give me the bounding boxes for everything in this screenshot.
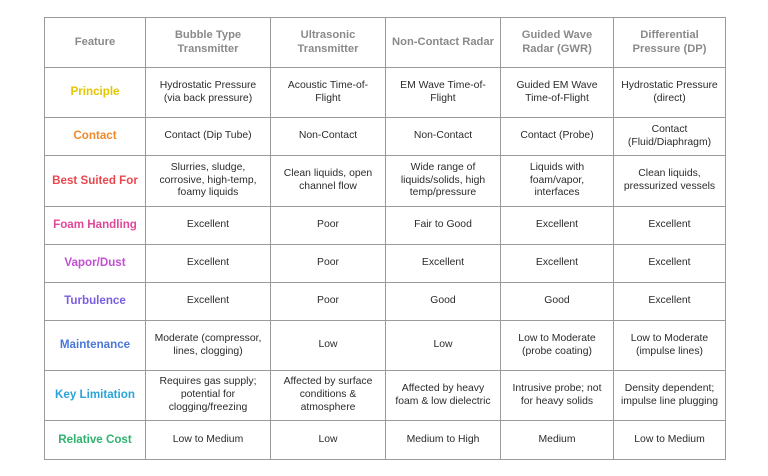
- table-cell: Excellent: [386, 245, 501, 283]
- header-differential-pressure: Differential Pressure (DP): [614, 18, 726, 68]
- table-cell: Excellent: [614, 283, 726, 321]
- table-cell: Acoustic Time-of-Flight: [271, 68, 386, 118]
- table-cell: Density dependent; impulse line plugging: [614, 371, 726, 421]
- table-cell: Low to Medium: [146, 421, 271, 460]
- table-cell: Excellent: [501, 207, 614, 245]
- table-cell: Wide range of liquids/solids, high temp/pressure: [386, 156, 501, 207]
- table-cell: Requires gas supply; potential for clogging/freezing: [146, 371, 271, 421]
- table-cell: EM Wave Time-of-Flight: [386, 68, 501, 118]
- table-cell: Non-Contact: [386, 118, 501, 156]
- header-feature: Feature: [45, 18, 146, 68]
- table-cell: Medium: [501, 421, 614, 460]
- table-cell: Low to Moderate (probe coating): [501, 321, 614, 371]
- table-cell: Low to Medium: [614, 421, 726, 460]
- table-row: [45, 421, 726, 460]
- feature-label: Contact: [45, 118, 146, 156]
- feature-label: Foam Handling: [45, 207, 146, 245]
- table-cell: Excellent: [146, 283, 271, 321]
- table-cell: Poor: [271, 283, 386, 321]
- table-cell: Hydrostatic Pressure (direct): [614, 68, 726, 118]
- table-row: [45, 283, 726, 321]
- table-cell: Contact (Probe): [501, 118, 614, 156]
- table-cell: Non-Contact: [271, 118, 386, 156]
- feature-label: Vapor/Dust: [45, 245, 146, 283]
- table-row: [45, 321, 726, 371]
- table-cell: Affected by heavy foam & low dielectric: [386, 371, 501, 421]
- table-cell: Contact (Fluid/Diaphragm): [614, 118, 726, 156]
- table-cell: Excellent: [614, 245, 726, 283]
- feature-label: Turbulence: [45, 283, 146, 321]
- comparison-table: [44, 17, 726, 460]
- table-cell: Moderate (compressor, lines, clogging): [146, 321, 271, 371]
- table-cell: Low: [271, 321, 386, 371]
- table-cell: Good: [501, 283, 614, 321]
- table-cell: Excellent: [614, 207, 726, 245]
- table-row: [45, 245, 726, 283]
- table-cell: Slurries, sludge, corrosive, high-temp, foamy liquids: [146, 156, 271, 207]
- header-guided-wave-radar: Guided Wave Radar (GWR): [501, 18, 614, 68]
- feature-label: Maintenance: [45, 321, 146, 371]
- table-cell: Poor: [271, 207, 386, 245]
- table-cell: Low to Moderate (impulse lines): [614, 321, 726, 371]
- table-cell: Low: [386, 321, 501, 371]
- table-cell: Fair to Good: [386, 207, 501, 245]
- feature-label: Best Suited For: [45, 156, 146, 207]
- table-row: [45, 68, 726, 118]
- table-cell: Excellent: [146, 245, 271, 283]
- header-bubble-type: Bubble Type Transmitter: [146, 18, 271, 68]
- table-cell: Clean liquids, pressurized vessels: [614, 156, 726, 207]
- feature-label: Key Limitation: [45, 371, 146, 421]
- table-cell: Poor: [271, 245, 386, 283]
- table-row: [45, 118, 726, 156]
- table-row: [45, 207, 726, 245]
- table-cell: Guided EM Wave Time-of-Flight: [501, 68, 614, 118]
- table-cell: Intrusive probe; not for heavy solids: [501, 371, 614, 421]
- header-row: [45, 18, 726, 68]
- table-cell: Good: [386, 283, 501, 321]
- table-row: [45, 156, 726, 207]
- header-non-contact-radar: Non-Contact Radar: [386, 18, 501, 68]
- table-cell: Hydrostatic Pressure (via back pressure): [146, 68, 271, 118]
- feature-label: Principle: [45, 68, 146, 118]
- header-ultrasonic: Ultrasonic Transmitter: [271, 18, 386, 68]
- table-cell: Affected by surface conditions & atmosphere: [271, 371, 386, 421]
- table-cell: Low: [271, 421, 386, 460]
- table-cell: Excellent: [146, 207, 271, 245]
- table-cell: Excellent: [501, 245, 614, 283]
- feature-label: Relative Cost: [45, 421, 146, 460]
- table-row: [45, 371, 726, 421]
- table-cell: Clean liquids, open channel flow: [271, 156, 386, 207]
- table-cell: Liquids with foam/vapor, interfaces: [501, 156, 614, 207]
- table-cell: Contact (Dip Tube): [146, 118, 271, 156]
- table-cell: Medium to High: [386, 421, 501, 460]
